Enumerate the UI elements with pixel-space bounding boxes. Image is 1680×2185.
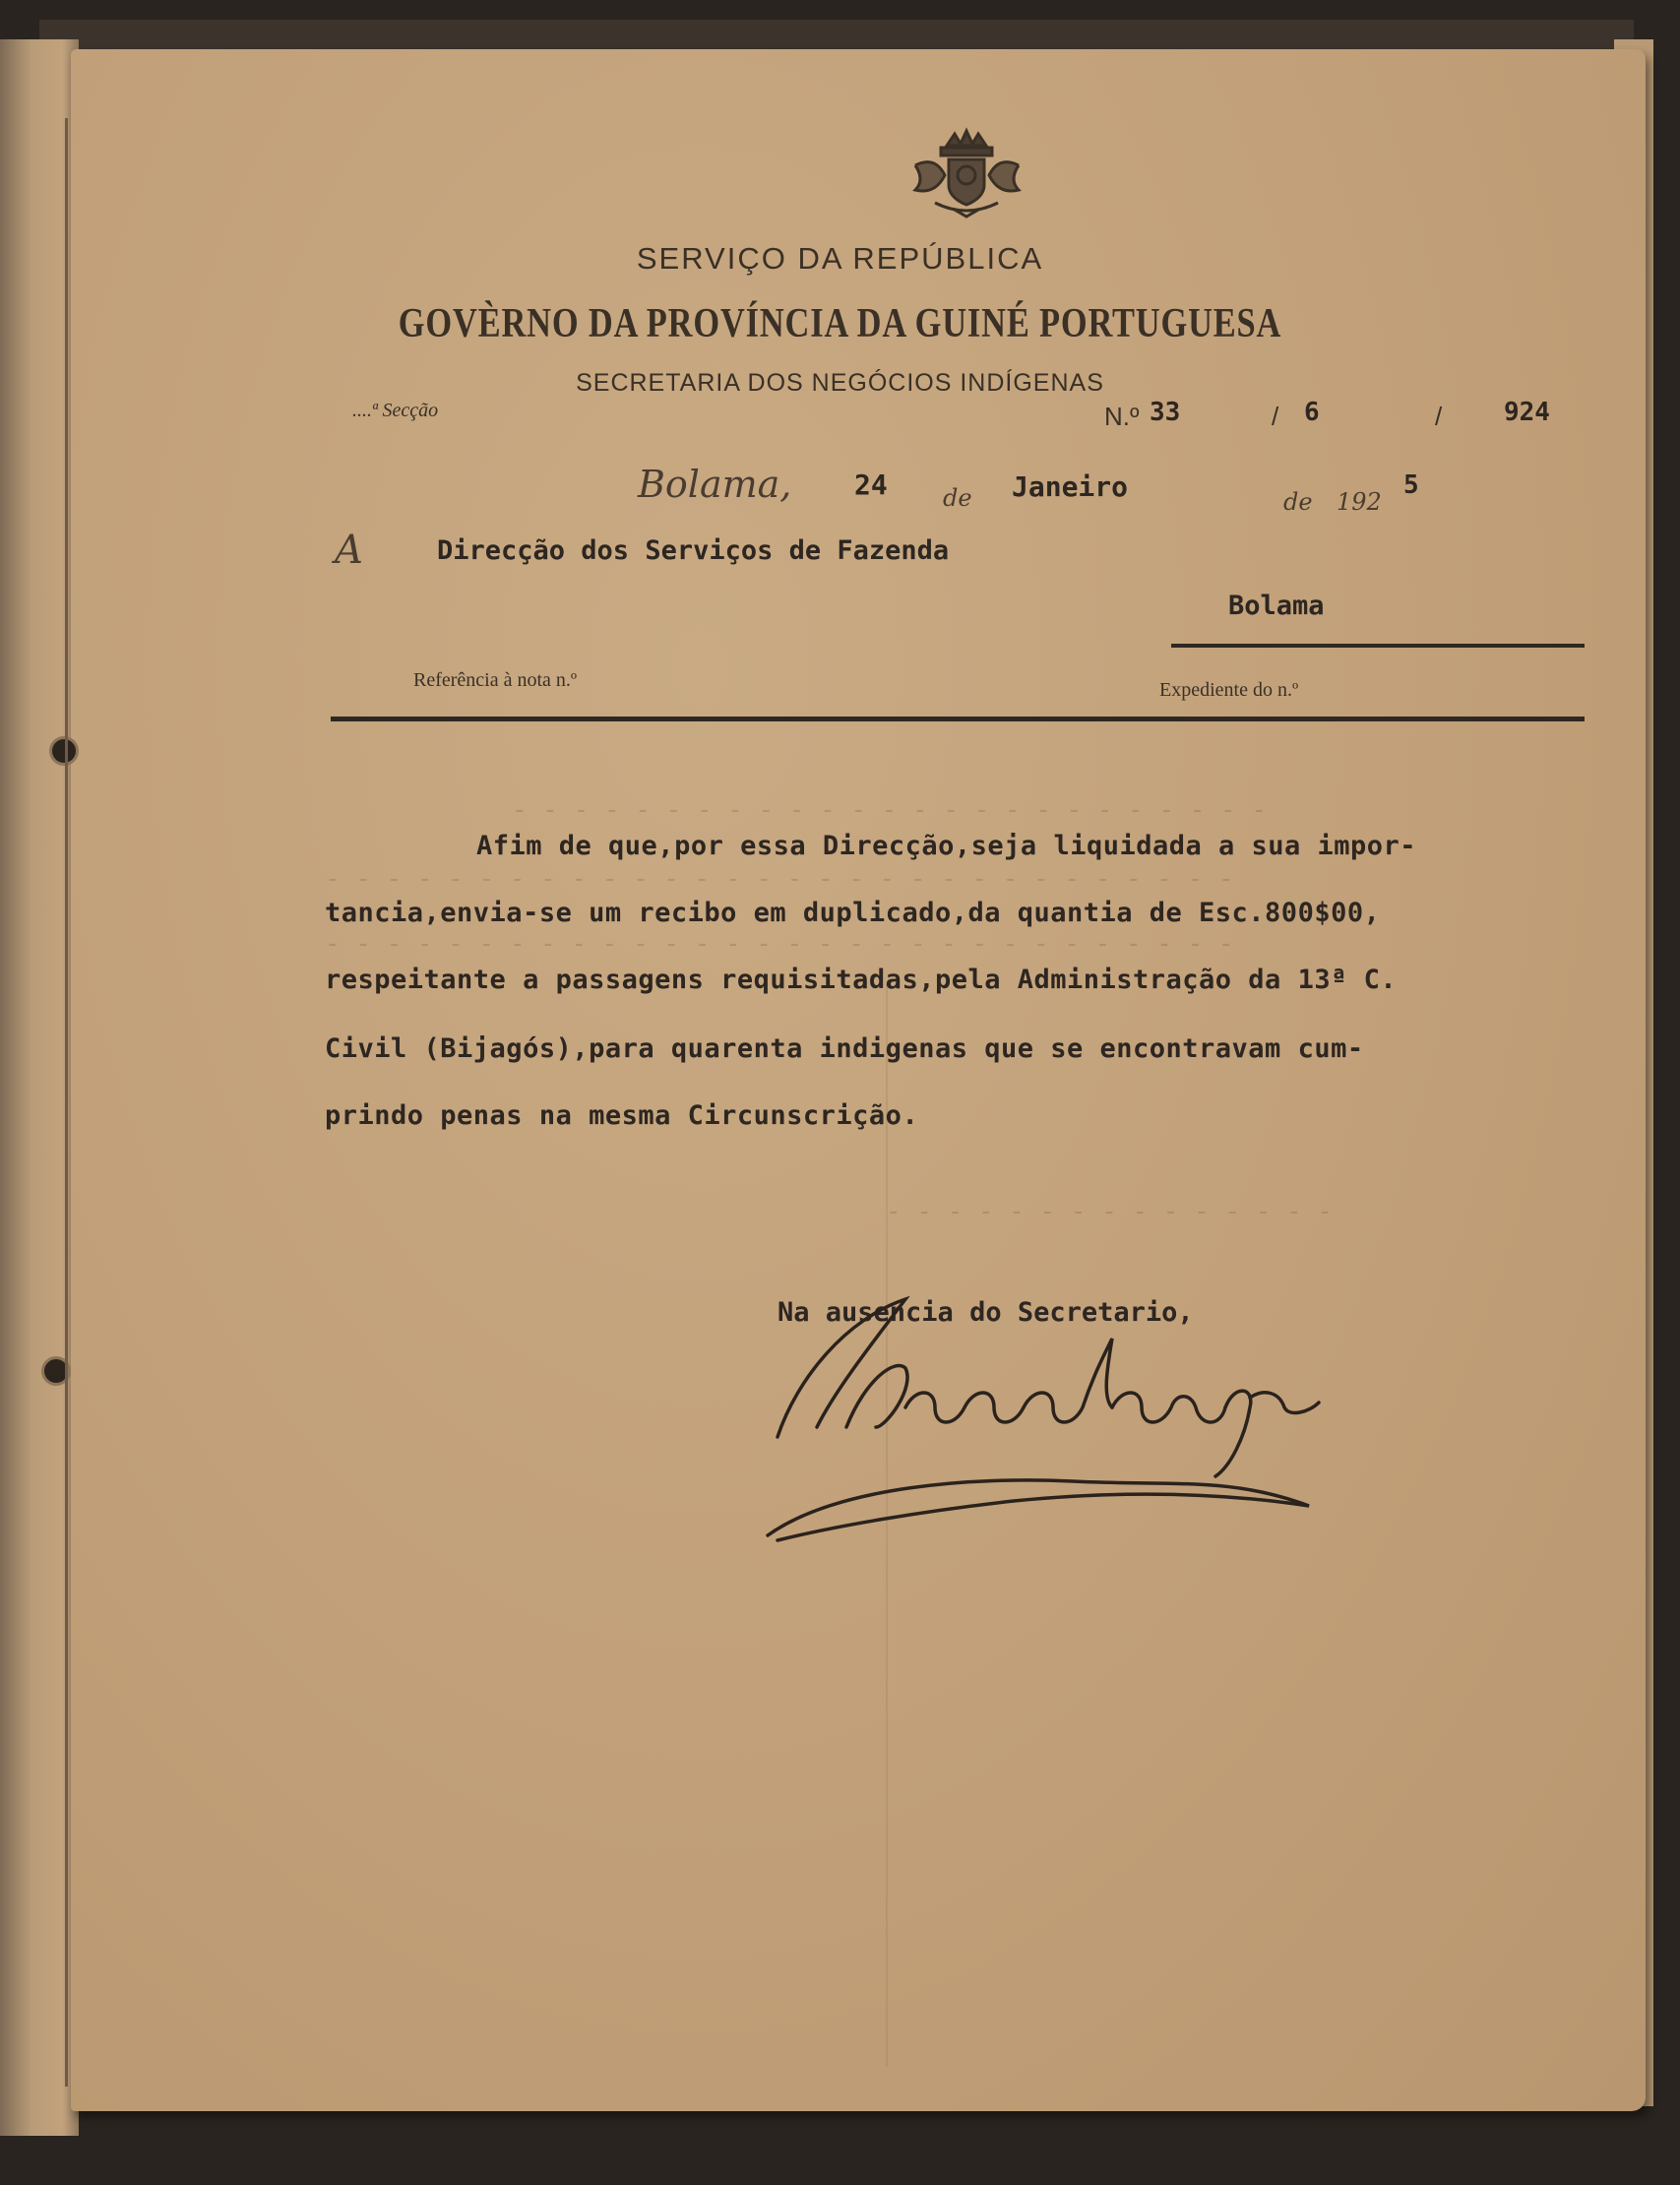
body-line: Civil (Bijagós),para quarenta indigenas que se encontravam cum- bbox=[325, 1033, 1364, 1064]
section-label: ....ª Secção bbox=[352, 400, 439, 421]
header-rule bbox=[331, 717, 1585, 721]
number-value: 33 bbox=[1150, 398, 1181, 427]
number-separator: / bbox=[1272, 402, 1279, 431]
body-line: Afim de que,por essa Direcção,seja liquidada a sua impor- bbox=[476, 831, 1417, 861]
note-reference-label: Referência à nota n.º bbox=[413, 669, 578, 691]
body-line: prindo penas na mesma Circunscrição. bbox=[325, 1100, 919, 1131]
expedient-label: Expediente do n.º bbox=[1159, 679, 1299, 701]
service-title: SERVIÇO DA REPÚBLICA bbox=[636, 241, 1044, 276]
number-separator: / bbox=[1435, 402, 1443, 431]
government-title: GOVÈRNO DA PROVÍNCIA DA GUINÉ PORTUGUESA bbox=[398, 301, 1282, 346]
number-label: N.º bbox=[1104, 402, 1140, 431]
addressee-city: Bolama bbox=[1228, 591, 1325, 621]
number-mid: 6 bbox=[1304, 398, 1320, 427]
document-page bbox=[71, 49, 1646, 2111]
year-printed: 192 bbox=[1337, 488, 1382, 516]
bleed-through-text: - - - - - - - - - - - - - - - - - - - - - - - - - - - - - - bbox=[325, 864, 1234, 894]
date-de: de bbox=[943, 484, 972, 512]
date-de: de bbox=[1283, 488, 1313, 516]
number-year: 924 bbox=[1504, 398, 1550, 427]
addressee-name: Direcção dos Serviços de Fazenda bbox=[437, 535, 950, 566]
year-typed: 5 bbox=[1403, 470, 1419, 500]
bleed-through-text: - - - - - - - - - - - - - - - - - - - - - - - - - bbox=[512, 795, 1268, 825]
bleed-through-text: - - - - - - - - - - - - - - - - - - - - - - - - - - - - - - bbox=[325, 929, 1234, 959]
coat-of-arms-icon bbox=[905, 126, 1028, 219]
secretariat-title: SECRETARIA DOS NEGÓCIOS INDÍGENAS bbox=[576, 369, 1104, 397]
bleed-through-text: - - - - - - - - - - - - - - - bbox=[886, 1197, 1333, 1226]
date-month: Janeiro bbox=[1012, 470, 1129, 503]
body-line: tancia,envia-se um recibo em duplicado,da quantia de Esc.800$00, bbox=[325, 898, 1381, 928]
binding-stitch bbox=[65, 118, 68, 2087]
body-line: respeitante a passagens requisitadas,pela Administração da 13ª C. bbox=[325, 965, 1398, 995]
addressee-prefix: A bbox=[335, 528, 363, 573]
address-underline bbox=[1171, 644, 1585, 648]
date-day: 24 bbox=[854, 468, 888, 501]
closing-line: Na ausencia do Secretario, bbox=[778, 1297, 1194, 1328]
binding-hole bbox=[49, 736, 79, 766]
city-label: Bolama, bbox=[638, 463, 792, 506]
signature-icon bbox=[758, 1280, 1348, 1555]
